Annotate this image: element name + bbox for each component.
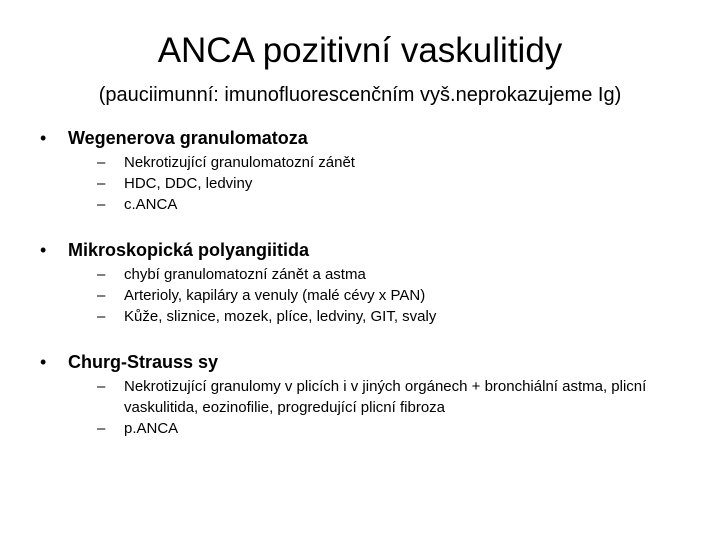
dash-icon: – bbox=[97, 378, 106, 395]
sub-list bbox=[40, 264, 700, 327]
section-churg-strauss bbox=[40, 349, 700, 439]
section-mpa bbox=[40, 237, 700, 327]
section-heading-row bbox=[40, 349, 700, 375]
sub-list bbox=[40, 376, 700, 439]
list-item-text: chybí granulomatozní zánět a astma bbox=[124, 266, 366, 283]
list-item-text: p.ANCA bbox=[124, 420, 179, 437]
dash-icon: – bbox=[97, 308, 106, 325]
slide-subtitle: (pauciimunní: imunofluorescenčním vyš.neprokazujeme Ig) bbox=[98, 84, 622, 106]
bullet-icon: • bbox=[40, 352, 47, 372]
list-item bbox=[97, 152, 700, 173]
section-wegener bbox=[40, 125, 700, 215]
list-item-text: Kůže, sliznice, mozek, plíce, ledviny, GIT, svaly bbox=[124, 308, 437, 325]
dash-icon: – bbox=[97, 420, 106, 437]
list-item-text: Arterioly, kapiláry a venuly (malé cévy x PAN) bbox=[124, 287, 426, 304]
list-item bbox=[97, 264, 700, 285]
list-item bbox=[97, 418, 700, 439]
dash-icon: – bbox=[97, 287, 106, 304]
list-item bbox=[97, 173, 700, 194]
bullet-icon: • bbox=[40, 128, 47, 148]
list-item bbox=[97, 376, 700, 418]
list-item bbox=[97, 194, 700, 215]
section-heading-row bbox=[40, 125, 700, 151]
dash-icon: – bbox=[97, 196, 106, 213]
dash-icon: – bbox=[97, 175, 106, 192]
list-item-text: Nekrotizující granulomatozní zánět bbox=[124, 154, 355, 171]
dash-icon: – bbox=[97, 266, 106, 283]
dash-icon: – bbox=[97, 154, 106, 171]
sub-list bbox=[40, 152, 700, 215]
list-item-text: HDC, DDC, ledviny bbox=[124, 175, 253, 192]
section-heading: Mikroskopická polyangiitida bbox=[68, 240, 310, 260]
slide-title: ANCA pozitivní vaskulitidy bbox=[157, 31, 563, 70]
list-item bbox=[97, 306, 700, 327]
list-item-text: Nekrotizující granulomy v plicích i v jiných orgánech + bronchiální astma, plicní vaskulitida, eozinofilie, progredující plicní fibroza bbox=[124, 378, 647, 416]
section-heading: Wegenerova granulomatoza bbox=[68, 128, 308, 148]
slide-content bbox=[40, 125, 700, 461]
section-heading-row bbox=[40, 237, 700, 263]
bullet-icon: • bbox=[40, 240, 47, 260]
list-item-text: c.ANCA bbox=[124, 196, 178, 213]
section-heading: Churg-Strauss sy bbox=[68, 352, 219, 372]
list-item bbox=[97, 285, 700, 306]
